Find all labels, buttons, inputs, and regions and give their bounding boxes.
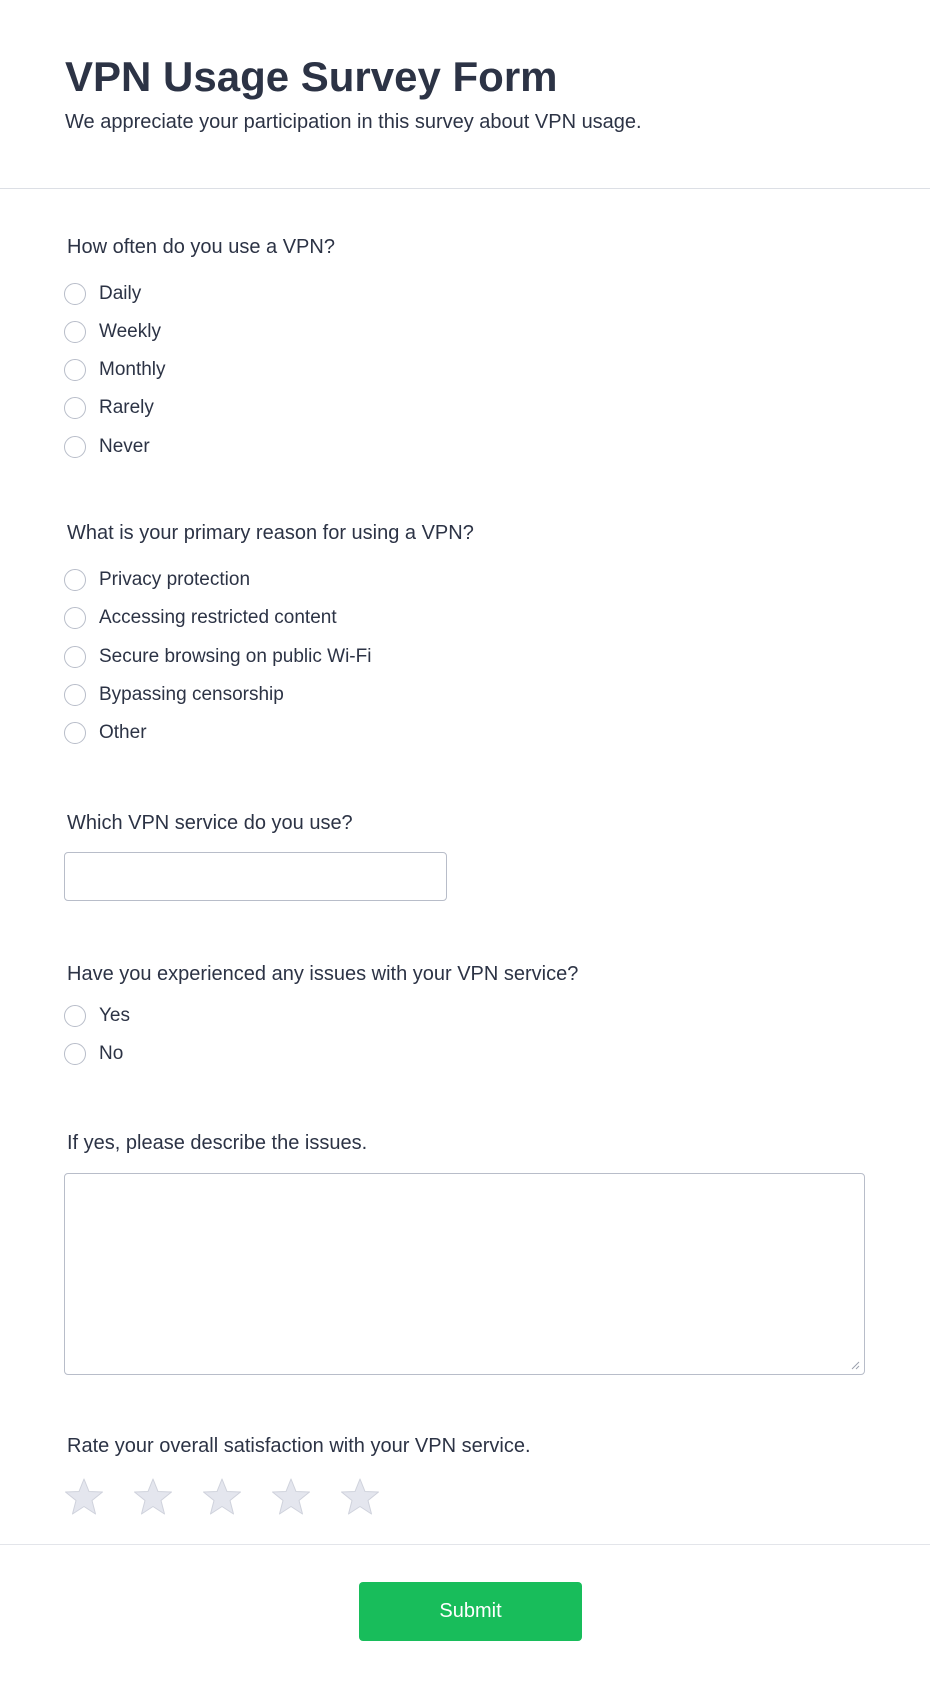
radio-option-label: Never [99, 436, 150, 457]
radio-button[interactable] [64, 321, 86, 343]
radio-option-label: Privacy protection [99, 569, 251, 590]
radio-option-public-wifi[interactable] [64, 644, 371, 670]
radio-option-monthly[interactable] [64, 357, 166, 383]
radio-option-daily[interactable] [64, 281, 141, 307]
star-icon[interactable] [133, 1477, 173, 1517]
star-icon[interactable] [271, 1477, 311, 1517]
question-issues-description-label: If yes, please describe the issues. [67, 1132, 368, 1154]
radio-option-bypassing-censorship[interactable] [64, 682, 284, 708]
form-header [0, 0, 930, 189]
radio-option-label: Rarely [99, 397, 154, 418]
form-subtitle: We appreciate your participation in this survey about VPN usage. [65, 111, 642, 133]
vpn-service-input[interactable] [64, 852, 447, 901]
star-icon[interactable] [202, 1477, 242, 1517]
radio-option-label: Accessing restricted content [99, 607, 337, 628]
radio-option-label: Weekly [99, 321, 161, 342]
submit-button[interactable]: Submit [359, 1582, 582, 1641]
question-service-label: Which VPN service do you use? [67, 812, 353, 834]
radio-button[interactable] [64, 684, 86, 706]
question-issues-label: Have you experienced any issues with your VPN service? [67, 963, 579, 985]
issues-description-textarea[interactable] [64, 1173, 865, 1375]
radio-option-label: No [99, 1043, 124, 1064]
radio-option-weekly[interactable] [64, 319, 161, 345]
radio-button[interactable] [64, 283, 86, 305]
radio-option-no[interactable] [64, 1041, 123, 1067]
radio-button[interactable] [64, 397, 86, 419]
radio-option-label: Other [99, 722, 147, 743]
radio-option-label: Yes [99, 1005, 130, 1026]
star-icon[interactable] [340, 1477, 380, 1517]
question-satisfaction-label: Rate your overall satisfaction with your VPN service. [67, 1435, 531, 1457]
radio-button[interactable] [64, 1043, 86, 1065]
radio-option-yes[interactable] [64, 1003, 130, 1029]
footer-divider [0, 1544, 930, 1545]
radio-option-never[interactable] [64, 434, 150, 460]
radio-option-label: Daily [99, 283, 142, 304]
star-icon[interactable] [64, 1477, 104, 1517]
radio-option-label: Secure browsing on public Wi-Fi [99, 646, 372, 667]
radio-option-restricted-content[interactable] [64, 605, 337, 631]
question-frequency-label: How often do you use a VPN? [67, 236, 335, 258]
form-title: VPN Usage Survey Form [65, 53, 558, 100]
radio-button[interactable] [64, 1005, 86, 1027]
radio-option-label: Monthly [99, 359, 166, 380]
radio-button[interactable] [64, 436, 86, 458]
radio-option-privacy-protection[interactable] [64, 567, 250, 593]
resize-handle-icon[interactable] [850, 1360, 860, 1370]
radio-option-label: Bypassing censorship [99, 684, 284, 705]
radio-button[interactable] [64, 722, 86, 744]
radio-button[interactable] [64, 646, 86, 668]
question-reason-label: What is your primary reason for using a VPN? [67, 522, 474, 544]
radio-option-rarely[interactable] [64, 395, 154, 421]
radio-button[interactable] [64, 359, 86, 381]
radio-button[interactable] [64, 569, 86, 591]
radio-button[interactable] [64, 607, 86, 629]
radio-option-other[interactable] [64, 720, 147, 746]
